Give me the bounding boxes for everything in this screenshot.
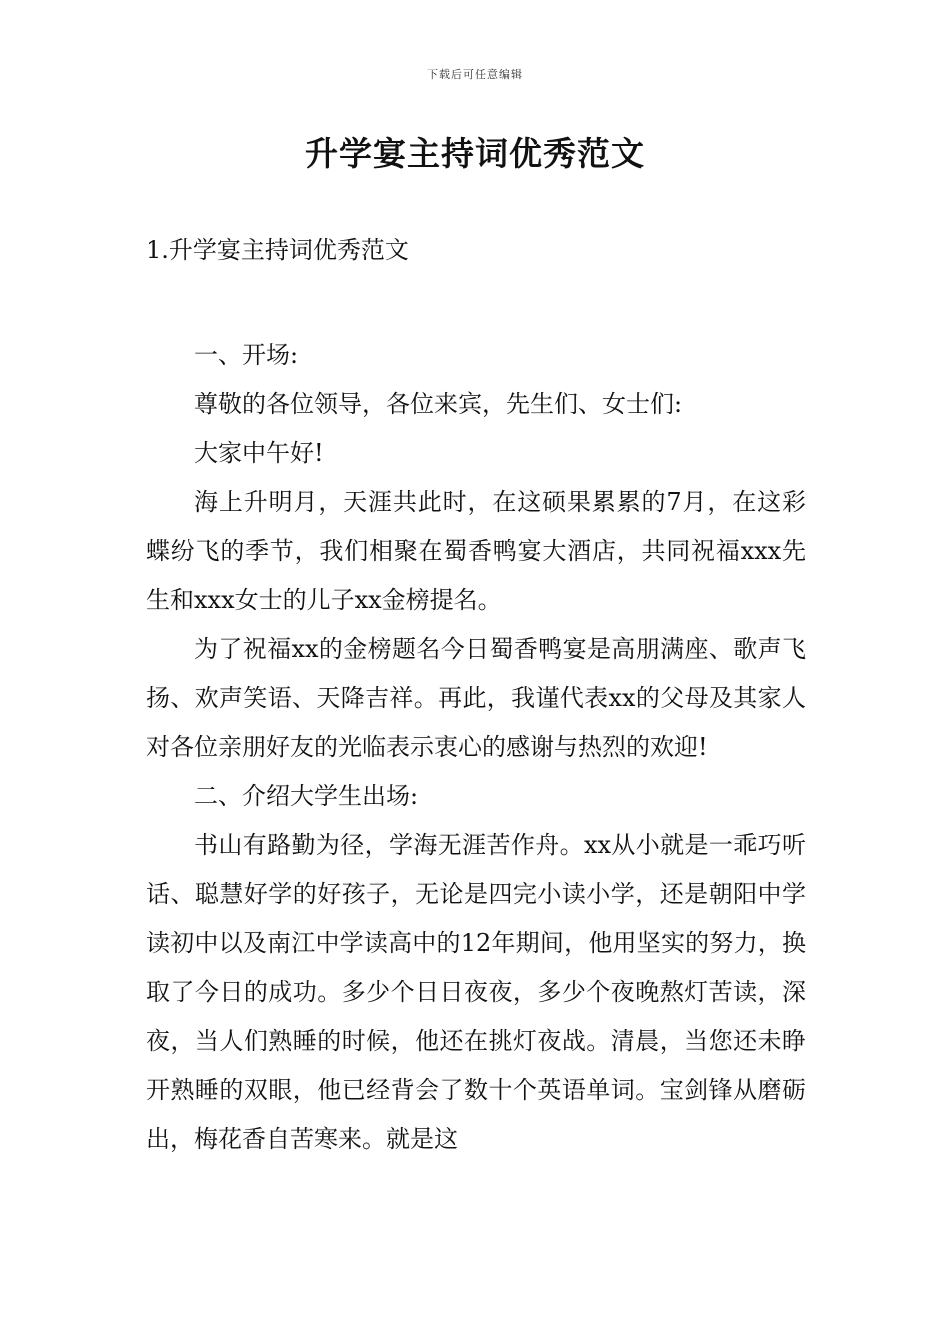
- paragraph: 二、介绍大学生出场:: [194, 782, 419, 810]
- paragraph: 海上升明月，天涯共此时，在这硕果累累的7月，在这彩蝶纷飞的季节，我们相聚在蜀香鸭宴大酒店，共同祝福xxx先生和xxx女士的儿子xx金榜提名。: [146, 488, 806, 614]
- section-heading: 1.升学宴主持词优秀范文: [146, 236, 409, 264]
- header-note: 下载后可任意编辑: [427, 68, 523, 81]
- paragraph: 尊敬的各位领导，各位来宾，先生们、女士们:: [194, 390, 683, 418]
- paragraph: 为了祝福xx的金榜题名今日蜀香鸭宴是高朋满座、歌声飞扬、欢声笑语、天降吉祥。再此，我谨代表xx的父母及其家人对各位亲朋好友的光临表示衷心的感谢与热烈的欢迎!: [146, 635, 806, 761]
- paragraph: 书山有路勤为径，学海无涯苦作舟。xx从小就是一乖巧听话、聪慧好学的好孩子，无论是四完小读小学，还是朝阳中学读初中以及南江中学读高中的12年期间，他用坚实的努力，换取了今日的成功。多少个日日夜夜，多少个夜晚熬灯苦读，深夜，当人们熟睡的时候，他还在挑灯夜战。清晨，当您还未睁开熟睡的双眼，他已经背会了数十个英语单词。宝剑锋从磨砺出，梅花香自苦寒来。就是这: [146, 831, 806, 1153]
- document-title: 升学宴主持词优秀范文: [305, 134, 645, 173]
- body-text: [146, 331, 806, 1164]
- paragraph: 大家中午好!: [194, 439, 324, 467]
- paragraph: 一、开场:: [194, 341, 299, 369]
